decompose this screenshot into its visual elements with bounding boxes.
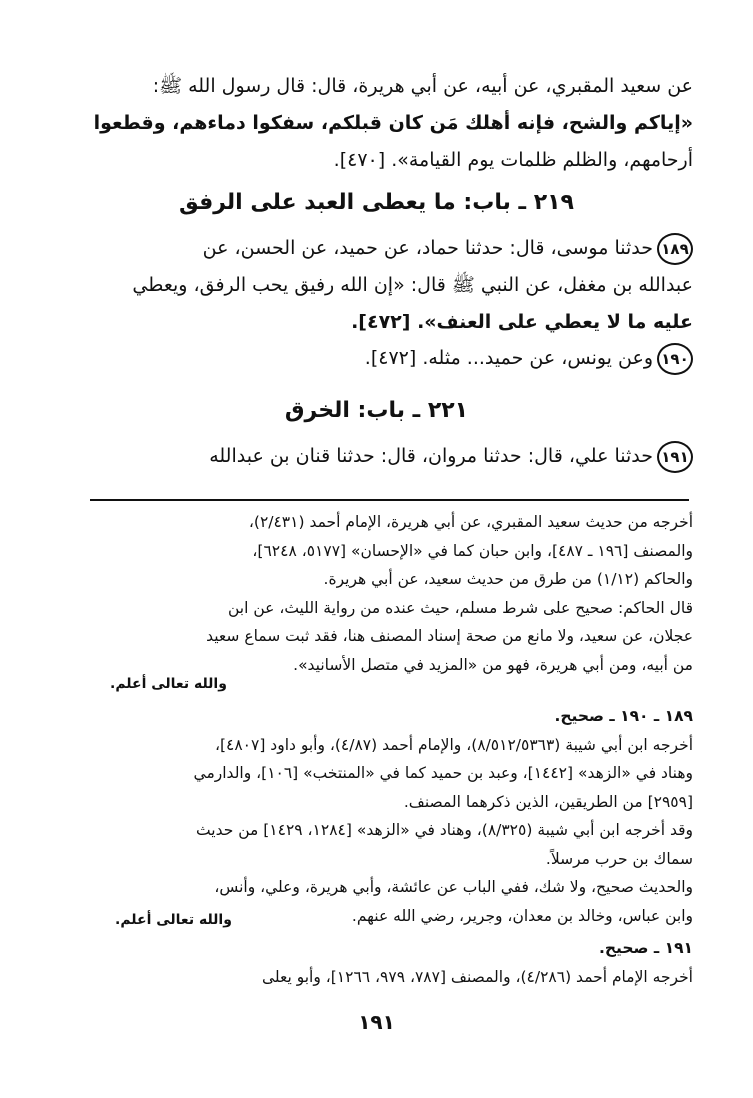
hadith-number-189: ١٨٩ <box>657 233 693 265</box>
hadith-189-line-2: عبدالله بن مغفل، عن النبي ﷺ قال: «إن الله رفيق يحب الرفق، ويعطي <box>132 274 693 296</box>
footnote-189-190-heading: ١٨٩ ـ ١٩٠ ـ صحيح. <box>554 707 693 725</box>
footnote-divider <box>90 499 689 501</box>
hadith-190-line <box>78 340 693 377</box>
footnote-189-190-line-2: وهناد في «الزهد» [١٤٤٢]، وعبد بن حميد كما في «المنتخب» [١٠٦]، والدارمي <box>193 764 693 782</box>
footnote-189-190 <box>78 702 693 930</box>
hadith-189-text-1: حدثنا موسى، قال: حدثنا حماد، عن حميد، عن الحسن، عن <box>202 237 653 259</box>
footnote-189-190-line-3: [٢٩٥٩] من الطريقين، الذين ذكرهما المصنف. <box>403 792 693 811</box>
hadith-191-text: حدثنا علي، قال: حدثنا مروان، قال: حدثنا قنان بن عبدالله <box>209 445 653 467</box>
chapter-221-heading: ٢٢١ ـ باب: الخرق <box>284 398 469 423</box>
hadith-191 <box>78 438 693 475</box>
footnote-189-190-line-6: والحديث صحيح، ولا شك، ففي الباب عن عائشة، وأبي هريرة، وعلي، وأنس، <box>214 878 693 896</box>
footnote-189-190-line-1: أخرجه ابن أبي شيبة (٨/٥١٢/٥٣٦٣)، والإمام أحمد (٤/٨٧)، وأبو داود [٤٨٠٧]، <box>214 735 693 754</box>
footnote-previous-line-3: والحاكم (١/١٢) من طرق من حديث سعيد، عن أبي هريرة. <box>323 570 693 588</box>
footnote-previous-line-2: والمصنف [١٩٦ ـ ٤٨٧]، وابن حبان كما في «الإحسان» [٥١٧٧، ٦٢٤٨]، <box>252 541 693 560</box>
footnote-previous-line-4: قال الحاكم: صحيح على شرط مسلم، حيث عنده من رواية الليث، عن ابن <box>228 598 693 617</box>
footnote-previous-closing: والله تعالى أعلم. <box>110 676 227 692</box>
top-hadith-line-3: أرحامهم، والظلم ظلمات يوم القيامة». [٤٧٠]. <box>333 149 693 171</box>
hadith-189 <box>78 230 693 341</box>
footnote-189-190-closing: والله تعالى أعلم. <box>115 912 232 928</box>
footnote-189-190-line-7: وابن عباس، وخالد بن معدان، وجرير، رضي الله عنهم. <box>351 906 693 925</box>
footnote-previous-line-5: عجلان، عن سعيد، ولا مانع من صحة إسناد المصنف هنا، فقد ثبت سماع سعيد <box>206 627 693 645</box>
hadith-190-text: وعن يونس، عن حميد... مثله. [٤٧٢]. <box>364 347 653 369</box>
footnote-191-heading: ١٩١ ـ صحيح. <box>598 939 693 957</box>
top-hadith <box>78 68 693 179</box>
hadith-number-191: ١٩١ <box>657 441 693 473</box>
top-hadith-line-2: «إياكم والشح، فإنه أهلك مَن كان قبلكم، سفكوا دماءهم، وقطعوا <box>93 112 693 134</box>
hadith-189-line-1 <box>78 230 693 267</box>
footnote-previous <box>78 508 693 679</box>
hadith-190 <box>78 340 693 377</box>
page-number: ١٩١ <box>358 1010 395 1034</box>
top-hadith-line-1: عن سعيد المقبري، عن أبيه، عن أبي هريرة، قال: قال رسول الله ﷺ: <box>152 75 693 97</box>
hadith-189-line-3: عليه ما لا يعطي على العنف». [٤٧٢]. <box>351 311 693 333</box>
footnote-previous-line-6: من أبيه، ومن أبي هريرة، فهو من «المزيد في متصل الأسانيد». <box>293 655 693 674</box>
chapter-219-heading: ٢١٩ ـ باب: ما يعطى العبد على الرفق <box>178 190 574 215</box>
footnote-191-line-1: أخرجه الإمام أحمد (٤/٢٨٦)، والمصنف [٧٨٧، ٩٧٩، ١٢٦٦]، وأبو يعلى <box>261 967 693 986</box>
footnote-189-190-line-5: سماك بن حرب مرسلاً. <box>545 849 693 868</box>
footnote-191 <box>78 934 693 991</box>
footnote-previous-line-1: أخرجه من حديث سعيد المقبري، عن أبي هريرة، الإمام أحمد (٢/٤٣١)، <box>248 513 693 531</box>
footnote-189-190-line-4: وقد أخرجه ابن أبي شيبة (٨/٣٢٥)، وهناد في «الزهد» [١٢٨٤، ١٤٢٩] من حديث <box>196 821 693 839</box>
hadith-191-line <box>78 438 693 475</box>
hadith-number-190: ١٩٠ <box>657 343 693 375</box>
